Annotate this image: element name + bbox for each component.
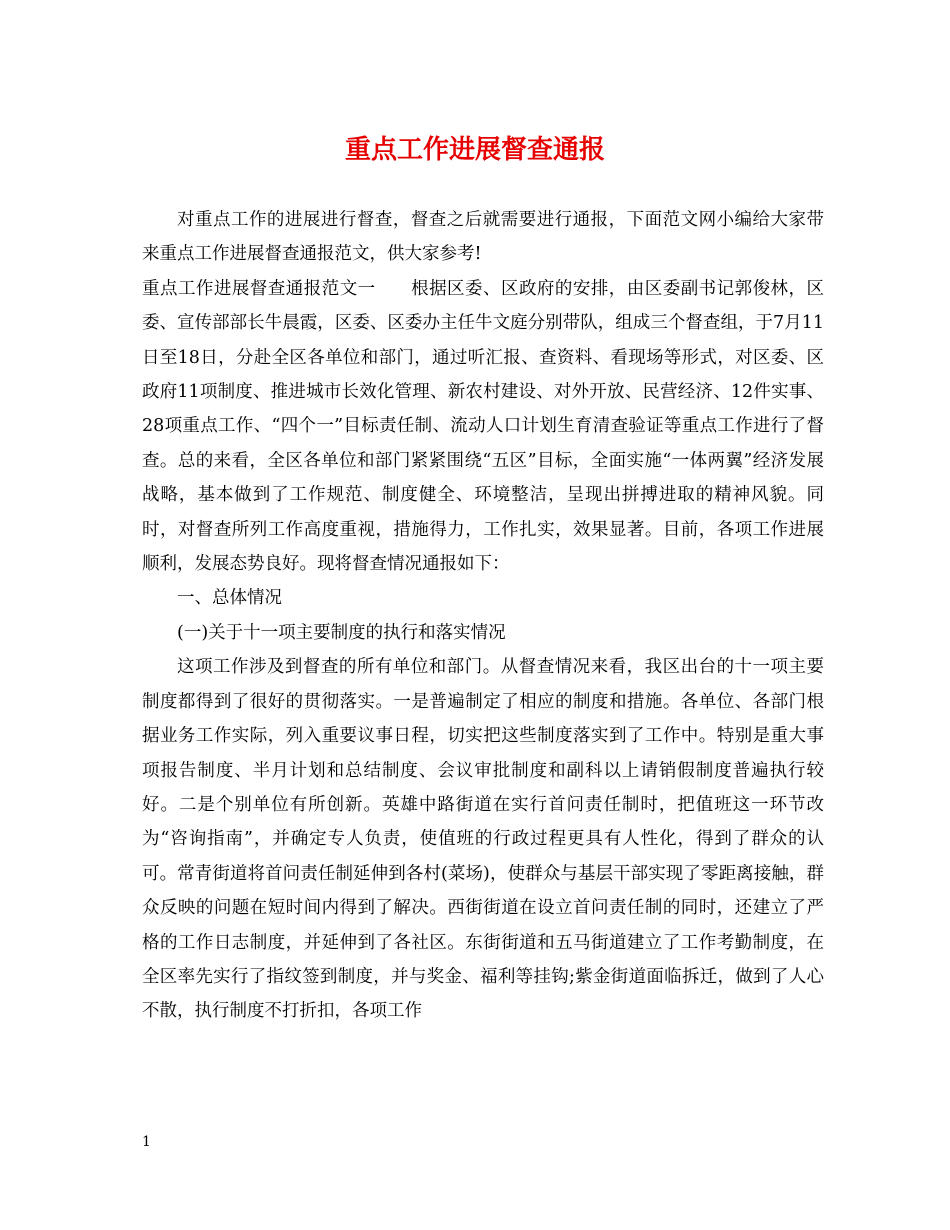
page-number: 1 [142,1134,151,1150]
paragraph-1: 根据区委、区政府的安排，由区委副书记郭俊林，区委、宣传部部长牛晨霞，区委、区委办主任牛文庭分别带队，组成三个督查组，于7月11日至18日，分赴全区各单位和部门，通过听汇报、查资料、看现场等形式，对区委、区政府11项制度、推进城市长效化管理、新农村建设、对外开放、民营经济、12件实事、28项重点工作、“四个一”目标责任制、流动人口计划生育清查验证等重点工作进行了督查。总的来看，全区各单位和部门紧紧围绕“五区”目标，全面实施“一体两翼”经济发展战略，基本做到了工作规范、制度健全、环境整洁，呈现出拼搏进取的精神风貌。同时，对督查所列工作高度重视，措施得力，工作扎实，效果显著。目前，各项工作进展顺利，发展态势良好。现将督查情况通报如下： [142,278,825,575]
section-heading: 一、总体情况 [177,588,282,609]
subsection-heading: (一)关于十一项主要制度的执行和落实情况 [177,622,506,643]
document-title: 重点工作进展督查通报 [344,135,605,165]
sample-paragraph [142,272,824,582]
paragraph-2: 这项工作涉及到督查的所有单位和部门。从督查情况来看，我区出台的十一项主要制度都得到了很好的贯彻落实。一是普遍制定了相应的制度和措施。各单位、各部门根据业务工作实际，列入重要议事日程，切实把这些制度落实到了工作中。特别是重大事项报告制度、半月计划和总结制度、会议审批制度和副科以上请销假制度普遍执行较好。二是个别单位有所创新。英雄中路街道在实行首问责任制时，把值班这一环节改为“咨询指南”，并确定专人负责，使值班的行政过程更具有人性化，得到了群众的认可。常青街道将首问责任制延伸到各村(菜场)，使群众与基层干部实现了零距离接触，群众反映的问题在短时间内得到了解决。西街街道在设立首问责任制的同时，还建立了严格的工作日志制度，并延伸到了各社区。东街街道和五马街道建立了工作考勤制度，在全区率先实行了指纹签到制度，并与奖金、福利等挂钩;紫金街道面临拆迁，做到了人心不散，执行制度不打折扣，各项工作 [142,657,824,1022]
sample-heading: 重点工作进展督查通报范文一 [142,278,376,299]
document-body [142,203,824,1029]
intro-paragraph: 对重点工作的进展进行督查，督查之后就需要进行通报，下面范文网小编给大家带来重点工作进展督查通报范文，供大家参考! [142,210,824,265]
